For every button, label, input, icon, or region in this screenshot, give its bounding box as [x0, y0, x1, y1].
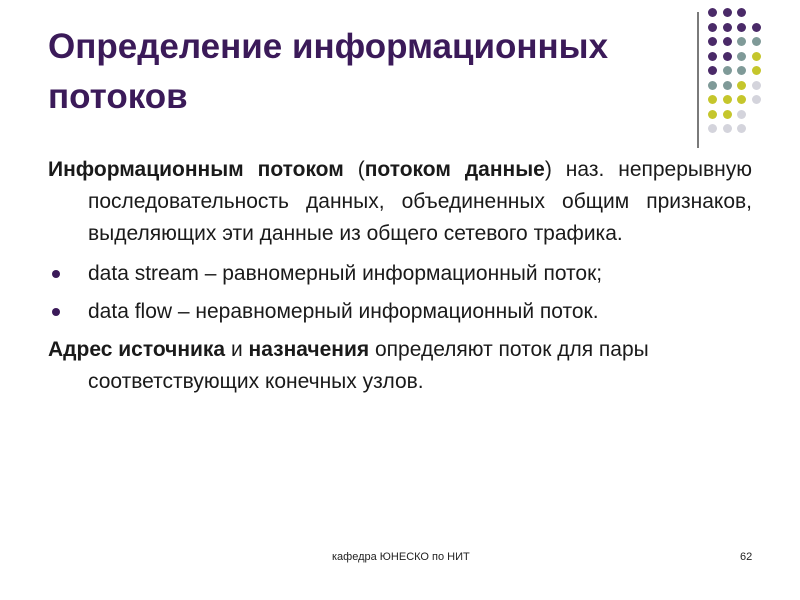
term-bold: Информационным потоком — [48, 158, 344, 181]
decorative-dot-grid — [708, 8, 788, 138]
decorative-dot — [737, 95, 746, 104]
decorative-dot — [737, 8, 746, 17]
decorative-dot — [737, 124, 746, 133]
decorative-dot — [708, 95, 717, 104]
decorative-dot — [752, 37, 761, 46]
bullet-text: data flow – неравномерный информационный поток. — [88, 300, 599, 323]
decorative-dot — [723, 66, 732, 75]
decorative-dot — [708, 23, 717, 32]
decorative-dot — [708, 110, 717, 119]
decorative-dot — [708, 37, 717, 46]
decorative-dot — [737, 52, 746, 61]
term-bold-alt: назначения — [248, 338, 370, 361]
decorative-dot — [723, 52, 732, 61]
decorative-dot — [737, 66, 746, 75]
decorative-dot — [737, 110, 746, 119]
decorative-dot — [752, 66, 761, 75]
decorative-dot — [708, 8, 717, 17]
text-span: ( — [343, 158, 365, 181]
decorative-dot — [752, 95, 761, 104]
slide-title: Определение информационных потоков — [48, 27, 609, 116]
decorative-dot — [723, 124, 732, 133]
decorative-dot — [708, 66, 717, 75]
address-paragraph — [48, 334, 752, 398]
text-span: определяют поток для пары соответствующих конечных узлов. — [88, 338, 649, 393]
decorative-dot — [737, 81, 746, 90]
decorative-dot — [708, 52, 717, 61]
slide-body — [48, 154, 752, 406]
page-number: 62 — [740, 551, 753, 563]
decorative-dot — [737, 37, 746, 46]
decorative-dot — [723, 8, 732, 17]
text-span: и — [225, 338, 249, 361]
decorative-dot — [752, 52, 761, 61]
decorative-dot — [708, 81, 717, 90]
bullet-text: data stream – равномерный информационный поток; — [88, 262, 603, 285]
decorative-dot — [708, 124, 717, 133]
footer-text: кафедра ЮНЕСКО по НИТ — [332, 551, 470, 563]
decorative-dot — [723, 95, 732, 104]
decorative-dot — [723, 37, 732, 46]
bullet-icon — [52, 308, 60, 316]
decorative-dot — [723, 81, 732, 90]
term-bold: Адрес источника — [48, 338, 226, 361]
decorative-dot — [752, 81, 761, 90]
decorative-dot — [723, 110, 732, 119]
term-bold-alt: потоком данные — [364, 158, 545, 181]
decorative-dot — [752, 23, 761, 32]
text-span: ) наз. непрерывную последовательность данных, объединенных общим признаков, выделяющих эти данные из общего сетевого трафика. — [88, 158, 753, 245]
decorative-divider — [697, 12, 699, 148]
bullet-item — [48, 296, 752, 328]
bullet-item — [48, 258, 752, 290]
decorative-dot — [723, 23, 732, 32]
bullet-icon — [52, 270, 60, 278]
definition-paragraph — [48, 154, 752, 250]
decorative-dot — [737, 23, 746, 32]
bullet-list — [48, 258, 752, 328]
